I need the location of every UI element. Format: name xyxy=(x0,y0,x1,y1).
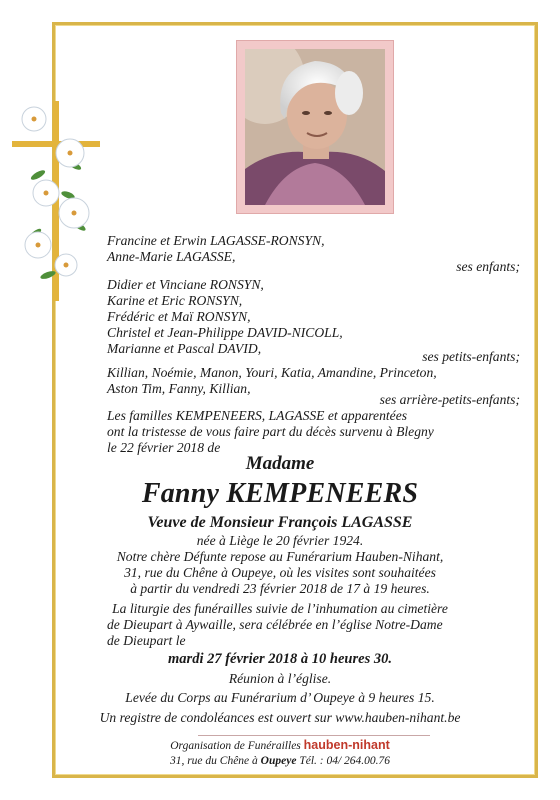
repose-line: Notre chère Défunte repose au Funérarium Hauben-Nihant, xyxy=(116,549,444,564)
liturgy-line: de Dieupart à Aywaille, sera célébrée en l’église Notre-Dame xyxy=(107,617,443,632)
organizer-prefix: Organisation de Funérailles xyxy=(170,740,301,752)
brand-logo-text: hauben-nihant xyxy=(303,738,390,752)
repose-line: 31, rue du Chêne à Oupeye, où les visites sont souhaitées xyxy=(124,565,436,580)
organizer-address xyxy=(0,755,560,767)
address-city: Oupeye xyxy=(260,755,297,767)
portrait-photo xyxy=(245,49,385,205)
announcement-line: le 22 février 2018 de xyxy=(107,440,221,455)
ceremony-date: mardi 27 février 2018 à 10 heures 30. xyxy=(168,651,392,667)
cross-with-flowers-icon xyxy=(8,95,100,305)
role-great-grandchildren: ses arrière-petits-enfants; xyxy=(379,392,520,407)
meeting-info: Réunion à l’église. xyxy=(228,671,332,686)
liturgy-line: La liturgie des funérailles suivie de l’inhumation au cimetière xyxy=(112,601,448,616)
deceased-title: Madame xyxy=(245,453,315,474)
family-line: Karine et Eric RONSYN, xyxy=(107,293,243,308)
announcement-line: Les familles KEMPENEERS, LAGASSE et apparentées xyxy=(107,408,408,423)
liturgy-line: de Dieupart le xyxy=(107,633,186,648)
registry-info: Un registre de condoléances est ouvert sur www.hauben-nihant.be xyxy=(99,710,461,725)
family-line: Killian, Noémie, Manon, Youri, Katia, Amandine, Princeton, xyxy=(107,365,437,380)
family-line: Marianne et Pascal DAVID, xyxy=(107,341,262,356)
levee-info: Levée du Corps au Funérarium d’ Oupeye à 9 heures 15. xyxy=(125,690,435,705)
family-line: Anne-Marie LAGASSE, xyxy=(107,249,236,264)
family-line: Aston Tim, Fanny, Killian, xyxy=(107,381,251,396)
widow-of: Veuve de Monsieur François LAGASSE xyxy=(147,514,413,531)
portrait-frame xyxy=(236,40,394,214)
deceased-name: Fanny KEMPENEERS xyxy=(141,478,419,509)
announcement-line: ont la tristesse de vous faire part du décès survenu à Blegny xyxy=(107,424,434,439)
address-prefix: 31, rue du Chêne à xyxy=(169,755,258,767)
birth-info: née à Liège le 20 février 1924. xyxy=(196,533,364,548)
role-children: ses enfants; xyxy=(456,259,520,274)
address-phone: Tél. : 04/ 264.00.76 xyxy=(299,755,391,767)
family-line: Didier et Vinciane RONSYN, xyxy=(107,277,264,292)
family-line: Christel et Jean-Philippe DAVID-NICOLL, xyxy=(107,325,343,340)
family-line: Francine et Erwin LAGASSE-RONSYN, xyxy=(107,233,325,248)
organizer-line xyxy=(0,738,560,752)
repose-line: à partir du vendredi 23 février 2018 de 17 à 19 heures. xyxy=(130,581,430,596)
family-line: Frédéric et Maï RONSYN, xyxy=(107,309,251,324)
footer-divider xyxy=(198,735,430,736)
role-grandchildren: ses petits-enfants; xyxy=(422,349,520,364)
